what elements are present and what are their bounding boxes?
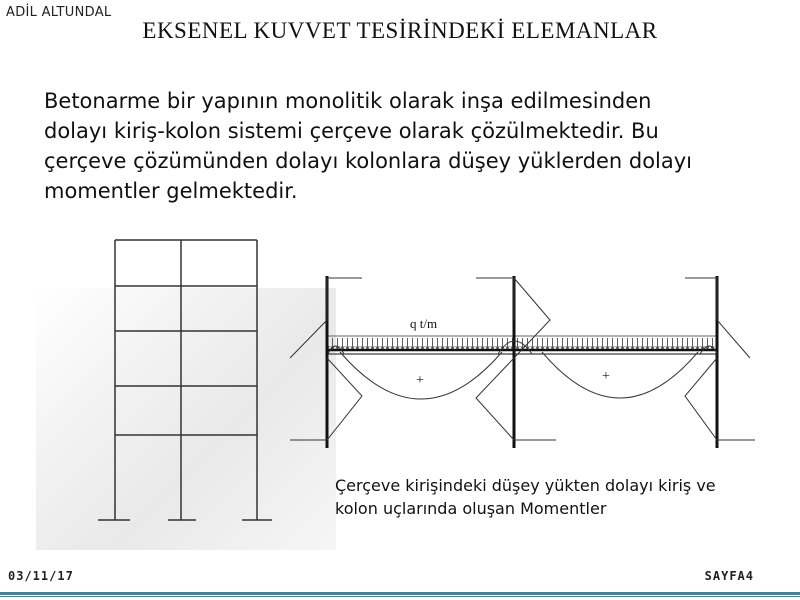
body-line: çerçeve çözümünden dolayı kolonlara düşey yüklerden dolayı — [44, 149, 693, 173]
plus-sign-right: + — [602, 369, 610, 384]
figure-caption — [335, 474, 765, 520]
building-frame-drawing — [90, 230, 280, 530]
footer-date: 03/11/17 — [8, 569, 74, 583]
body-line: momentler gelmektedir. — [44, 179, 298, 203]
body-paragraph — [44, 86, 784, 206]
plus-sign-left: + — [416, 373, 424, 388]
column-moment-diagrams — [290, 278, 755, 440]
slide-title: EKSENEL KUVVET TESİRİNDEKİ ELEMANLAR — [142, 18, 658, 43]
footer-rule-thin — [0, 596, 800, 597]
caption-line: kolon uçlarında oluşan Momentler — [335, 499, 607, 518]
footer-page-number: SAYFA4 — [704, 569, 754, 583]
caption-line: Çerçeve kirişindeki düşey yükten dolayı kiriş ve — [335, 476, 716, 495]
load-label: q t/m — [410, 316, 438, 331]
author-name: ADİL ALTUNDAL — [6, 5, 112, 20]
body-line: Betonarme bir yapının monolitik olarak inşa edilmesinden — [44, 89, 652, 113]
footer-rule — [0, 592, 800, 595]
body-line: dolayı kiriş-kolon sistemi çerçeve olarak çözülmektedir. Bu — [44, 119, 659, 143]
moment-diagram — [280, 268, 770, 458]
